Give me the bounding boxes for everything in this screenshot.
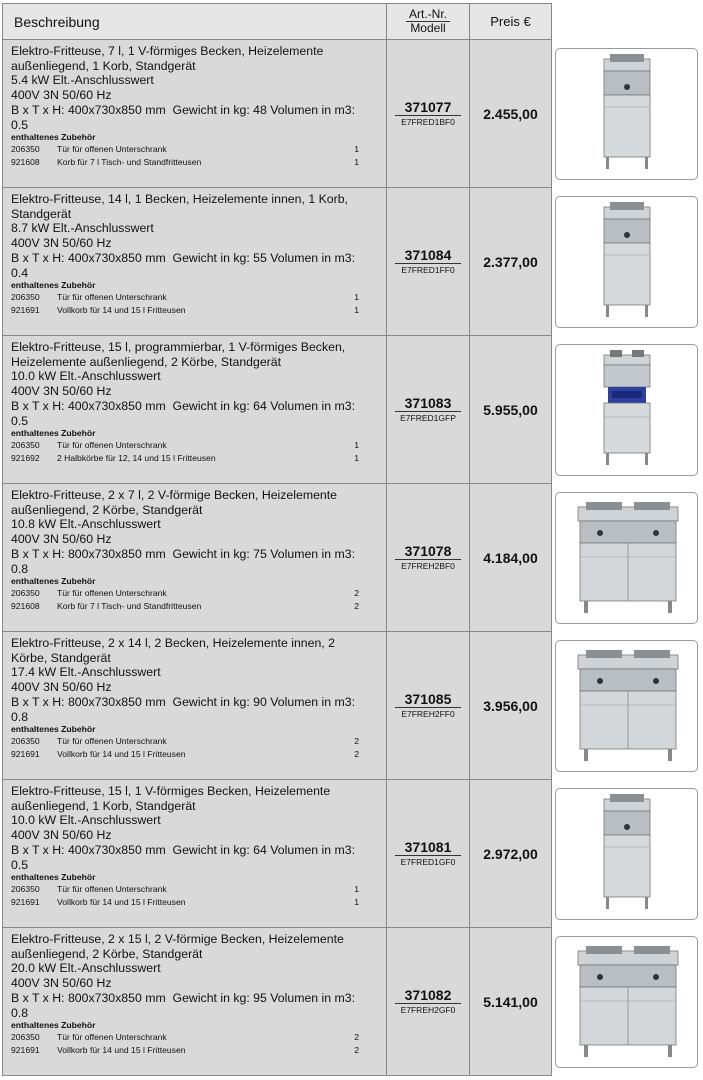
description-line: Elektro-Fritteuse, 15 l, programmierbar, 1 V-förmiges Becken, (11, 340, 346, 354)
single-fryer-icon (556, 49, 697, 179)
product-image (555, 936, 698, 1068)
model-code: E7FREH2FF0 (401, 709, 455, 719)
accessories-heading: enthaltenes Zubehör (11, 428, 96, 439)
accessory-item (11, 439, 380, 452)
row-price: 2.377,00 (483, 253, 538, 270)
description-line: B x T x H: 400x730x850 mm Gewicht in kg: 64 Volumen in m3: (11, 398, 356, 413)
model-code: E7FRED1GFP (400, 413, 456, 423)
accessory-item (11, 600, 380, 613)
accessory-item (11, 156, 380, 169)
accessory-code: 206350 (11, 440, 40, 451)
product-image (555, 640, 698, 772)
accessory-qty: 1 (354, 292, 359, 303)
description-line: B x T x H: 800x730x850 mm Gewicht in kg: 95 Volumen in m3: (11, 990, 356, 1005)
product-image (555, 48, 698, 180)
model-code: E7FRED1BF0 (401, 117, 455, 127)
accessory-code: 921691 (11, 897, 40, 908)
price-table (2, 3, 552, 1076)
accessory-text: Tür für offenen Unterschrank (57, 440, 167, 451)
accessory-code: 206350 (11, 588, 40, 599)
row-article (387, 484, 470, 631)
accessory-text: Tür für offenen Unterschrank (57, 588, 167, 599)
accessory-item (11, 883, 380, 896)
description-line: 8.7 kW Elt.-Anschlusswert (11, 221, 154, 236)
description-line: B x T x H: 800x730x850 mm Gewicht in kg: 75 Volumen in m3: (11, 546, 356, 561)
accessory-qty: 1 (354, 453, 359, 464)
table-row (3, 928, 551, 1076)
description-line: B x T x H: 400x730x850 mm Gewicht in kg: 55 Volumen in m3: (11, 250, 356, 265)
row-price: 3.956,00 (483, 697, 538, 714)
description-line: 400V 3N 50/60 Hz (11, 976, 112, 991)
accessory-code: 921692 (11, 453, 40, 464)
row-article (387, 188, 470, 335)
accessory-text: Tür für offenen Unterschrank (57, 1032, 167, 1043)
double-fryer-icon (556, 493, 697, 623)
accessory-item (11, 143, 380, 156)
description-line: 17.4 kW Elt.-Anschlusswert (11, 665, 161, 680)
accessory-item (11, 1031, 380, 1044)
accessory-qty: 1 (354, 157, 359, 168)
description-line: Elektro-Fritteuse, 7 l, 1 V-förmiges Becken, Heizelemente (11, 44, 324, 58)
description-line: Elektro-Fritteuse, 2 x 15 l, 2 V-förmige Becken, Heizelemente (11, 932, 344, 946)
product-image (555, 788, 698, 920)
accessory-item (11, 304, 380, 317)
accessory-code: 921691 (11, 305, 40, 316)
description-line: 0.4 (11, 265, 29, 280)
accessory-text: Tür für offenen Unterschrank (57, 884, 167, 895)
row-price: 5.141,00 (483, 993, 538, 1010)
accessories-heading: enthaltenes Zubehör (11, 132, 96, 143)
accessory-text: Vollkorb für 14 und 15 l Fritteusen (57, 897, 186, 908)
row-price: 2.972,00 (483, 845, 538, 862)
description-line: außenliegend, 1 Korb, Standgerät (11, 58, 196, 73)
accessory-qty: 1 (354, 144, 359, 155)
description-line: außenliegend, 2 Körbe, Standgerät (11, 502, 203, 517)
description-line: B x T x H: 400x730x850 mm Gewicht in kg: 64 Volumen in m3: (11, 842, 356, 857)
description-line: 400V 3N 50/60 Hz (11, 828, 112, 843)
description-line: Elektro-Fritteuse, 2 x 7 l, 2 V-förmige Becken, Heizelemente (11, 488, 338, 502)
model-code: E7FREH2BF0 (401, 561, 455, 571)
row-price: 4.184,00 (483, 549, 538, 566)
table-row (3, 336, 551, 484)
description-line: Körbe, Standgerät (11, 650, 111, 665)
row-description (3, 336, 387, 483)
article-number: 371078 (395, 543, 462, 560)
description-line: Heizelemente außenliegend, 2 Körbe, Standgerät (11, 354, 282, 369)
article-number: 371081 (395, 839, 462, 856)
row-description (3, 484, 387, 631)
description-line: 400V 3N 50/60 Hz (11, 236, 112, 251)
description-line: Standgerät (11, 206, 72, 221)
accessory-text: Korb für 7 l Tisch- und Standfritteusen (57, 601, 202, 612)
product-image (555, 492, 698, 624)
article-number: 371085 (395, 691, 462, 708)
description-line: 10.0 kW Elt.-Anschlusswert (11, 369, 161, 384)
description-line: 10.8 kW Elt.-Anschlusswert (11, 517, 161, 532)
accessory-qty: 2 (354, 736, 359, 747)
accessory-code: 206350 (11, 292, 40, 303)
description-line: Elektro-Fritteuse, 2 x 14 l, 2 Becken, Heizelemente innen, 2 (11, 636, 335, 650)
description-line: 20.0 kW Elt.-Anschlusswert (11, 961, 161, 976)
accessory-qty: 2 (354, 588, 359, 599)
programmable-fryer-icon (556, 345, 697, 475)
row-price: 5.955,00 (483, 401, 538, 418)
product-image (555, 196, 698, 328)
accessory-text: Vollkorb für 14 und 15 l Fritteusen (57, 305, 186, 316)
description-line: 0.8 (11, 1005, 29, 1020)
accessory-text: 2 Halbkörbe für 12, 14 und 15 l Fritteusen (57, 453, 216, 464)
accessory-qty: 2 (354, 601, 359, 612)
description-line: 400V 3N 50/60 Hz (11, 384, 112, 399)
row-article (387, 928, 470, 1075)
accessory-qty: 1 (354, 897, 359, 908)
description-line: 0.8 (11, 561, 29, 576)
single-fryer-icon (556, 789, 697, 919)
accessory-code: 206350 (11, 884, 40, 895)
description-line: 400V 3N 50/60 Hz (11, 680, 112, 695)
row-article (387, 40, 470, 187)
accessory-qty: 1 (354, 440, 359, 451)
accessory-code: 206350 (11, 144, 40, 155)
accessory-text: Korb für 7 l Tisch- und Standfritteusen (57, 157, 202, 168)
table-row (3, 40, 551, 188)
article-number: 371082 (395, 987, 462, 1004)
row-article (387, 632, 470, 779)
accessory-item (11, 896, 380, 909)
row-description (3, 928, 387, 1075)
accessory-qty: 2 (354, 1045, 359, 1056)
accessory-text: Tür für offenen Unterschrank (57, 144, 167, 155)
accessories-heading: enthaltenes Zubehör (11, 280, 96, 291)
header-article (387, 4, 470, 39)
accessory-code: 921608 (11, 157, 40, 168)
row-description (3, 188, 387, 335)
description-line: 400V 3N 50/60 Hz (11, 532, 112, 547)
description-line: 10.0 kW Elt.-Anschlusswert (11, 813, 161, 828)
header-price: Preis € (490, 14, 531, 29)
header-modell: Modell (406, 21, 449, 35)
row-price: 2.455,00 (483, 105, 538, 122)
accessory-item (11, 735, 380, 748)
accessory-code: 921691 (11, 1045, 40, 1056)
accessory-code: 921691 (11, 749, 40, 760)
accessory-item (11, 452, 380, 465)
article-number: 371083 (395, 395, 462, 412)
description-line: B x T x H: 800x730x850 mm Gewicht in kg: 90 Volumen in m3: (11, 694, 356, 709)
row-article (387, 780, 470, 927)
accessory-qty: 1 (354, 305, 359, 316)
table-header (3, 4, 551, 40)
article-number: 371077 (395, 99, 462, 116)
model-code: E7FREH2GF0 (400, 1005, 456, 1015)
description-line: 5.4 kW Elt.-Anschlusswert (11, 73, 154, 88)
description-line: 400V 3N 50/60 Hz (11, 88, 112, 103)
accessories-heading: enthaltenes Zubehör (11, 872, 96, 883)
model-code: E7FRED1FF0 (401, 265, 455, 275)
accessory-text: Vollkorb für 14 und 15 l Fritteusen (57, 1045, 186, 1056)
accessory-code: 206350 (11, 1032, 40, 1043)
description-line: 0.5 (11, 117, 29, 132)
row-article (387, 336, 470, 483)
description-line: B x T x H: 400x730x850 mm Gewicht in kg: 48 Volumen in m3: (11, 102, 356, 117)
description-line: Elektro-Fritteuse, 15 l, 1 V-förmiges Becken, Heizelemente (11, 784, 331, 798)
accessory-qty: 1 (354, 884, 359, 895)
row-description (3, 40, 387, 187)
single-fryer-icon (556, 197, 697, 327)
description-line: 0.5 (11, 857, 29, 872)
header-art-nr: Art.-Nr. (409, 7, 447, 21)
description-line: außenliegend, 2 Körbe, Standgerät (11, 946, 203, 961)
table-row (3, 188, 551, 336)
accessory-qty: 2 (354, 749, 359, 760)
accessory-item (11, 587, 380, 600)
row-description (3, 632, 387, 779)
description-line: 0.5 (11, 413, 29, 428)
header-description: Beschreibung (3, 4, 387, 39)
description-line: außenliegend, 1 Korb, Standgerät (11, 798, 196, 813)
accessory-code: 206350 (11, 736, 40, 747)
description-line: 0.8 (11, 709, 29, 724)
double-fryer-icon (556, 641, 697, 771)
row-description (3, 780, 387, 927)
double-fryer-icon (556, 937, 697, 1067)
accessory-code: 921608 (11, 601, 40, 612)
accessory-qty: 2 (354, 1032, 359, 1043)
accessory-text: Tür für offenen Unterschrank (57, 292, 167, 303)
table-row (3, 780, 551, 928)
accessory-item (11, 291, 380, 304)
model-code: E7FRED1GF0 (400, 857, 456, 867)
table-row (3, 484, 551, 632)
table-row (3, 632, 551, 780)
product-image (555, 344, 698, 476)
accessories-heading: enthaltenes Zubehör (11, 724, 96, 735)
accessory-text: Vollkorb für 14 und 15 l Fritteusen (57, 749, 186, 760)
accessories-heading: enthaltenes Zubehör (11, 1020, 96, 1031)
accessory-text: Tür für offenen Unterschrank (57, 736, 167, 747)
accessories-heading: enthaltenes Zubehör (11, 576, 96, 587)
accessory-item (11, 748, 380, 761)
article-number: 371084 (395, 247, 462, 264)
description-line: Elektro-Fritteuse, 14 l, 1 Becken, Heizelemente innen, 1 Korb, (11, 192, 348, 206)
accessory-item (11, 1044, 380, 1057)
